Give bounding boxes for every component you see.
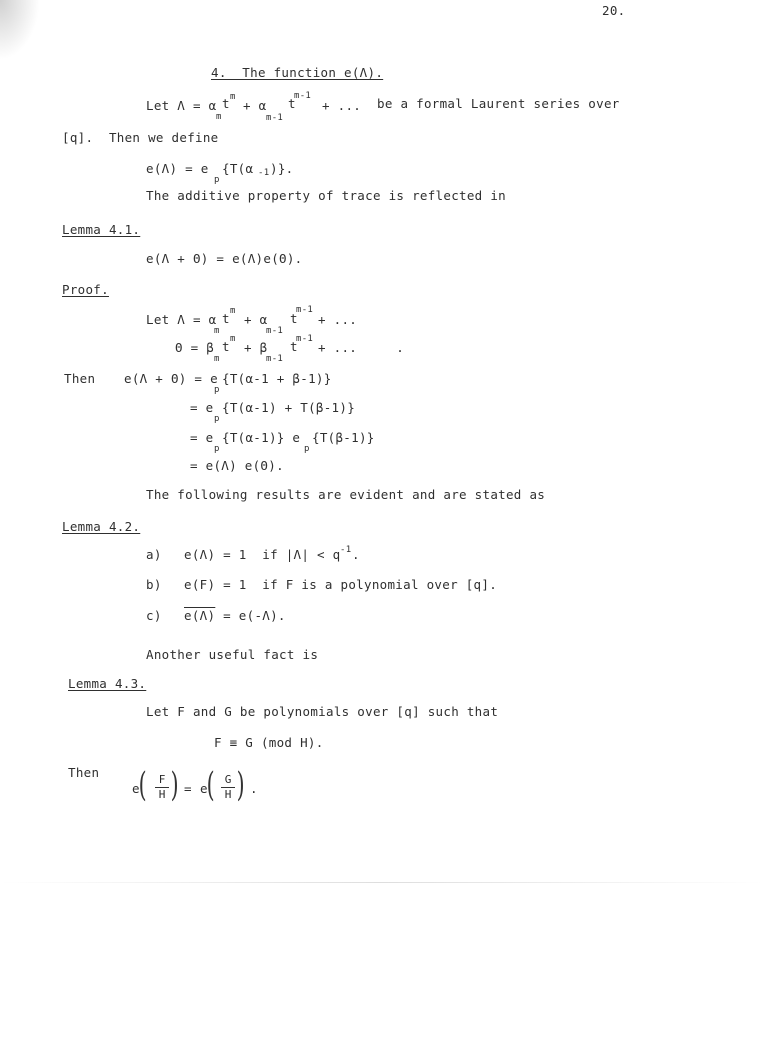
proof-step3-sub: p [214,444,220,454]
lemma-4-1-statement: e(Λ + Θ) = e(Λ)e(Θ). [146,251,303,266]
fraction-e2: e [200,781,208,796]
proof-step2-lead: = e [190,400,214,415]
lemma-4-2-c-label: c) [146,608,162,623]
paren-close-2: ) [236,765,245,805]
proof-let-sub-m: m [214,326,220,336]
fraction-num-2: G [224,773,232,786]
definition-sub: -1 [258,168,270,178]
paren-open-2: ( [206,765,215,805]
proof-let-t2: t [290,311,298,326]
proof-let-sup-m: m [230,306,236,316]
intro-sup-m1: m-1 [294,91,312,101]
proof-step4: = e(Λ) e(Θ). [190,458,284,473]
proof-theta-t2: t [290,339,298,354]
additive-text: The additive property of trace is reflected in [146,188,506,203]
proof-step3-mid: {T(α-1)} e [222,430,301,445]
intro-plus1: + α [243,98,267,113]
lemma-4-3-congruence: F ≡ G (mod H). [214,735,324,750]
proof-theta-t: t [222,339,230,354]
lemma-4-2-b-text: e(F) = 1 if F is a polynomial over [q]. [184,577,498,592]
section-heading: 4. The function e(Λ). [211,65,384,80]
intro-sup-m: m [230,92,236,102]
fraction-eq: = [184,781,192,796]
lemma-4-2-c-right: = e(-Λ). [215,608,286,623]
another-text: Another useful fact is [146,647,319,662]
proof-step1-lead: e(Λ + Θ) = e [124,371,218,386]
lemma-4-3-statement: Let F and G be polynomials over [q] such that [146,704,499,719]
intro-formula-lead: Let Λ = α [146,98,217,113]
lemma-4-2-c-text [184,609,286,623]
definition-sub-p: p [214,175,220,185]
scan-edge-line [0,882,764,883]
paren-close-1: ) [170,765,179,805]
proof-let-plus: + α [244,312,268,327]
proof-step1-tail: {T(α-1 + β-1)} [222,371,332,386]
proof-theta-sup-m1: m-1 [296,334,314,344]
lemma-4-3-then: Then [68,765,100,780]
lemma-4-2-a-label: a) [146,547,162,562]
proof-theta-plus: + β [244,340,268,355]
proof-let-lead: Let Λ = α [146,312,217,327]
intro-sub-m1: m-1 [266,113,284,123]
lemma-4-3-title: Lemma 4.3. [68,676,147,691]
proof-let-tail: + ... [318,312,358,327]
fraction-e1: e [132,781,140,796]
proof-step1-sub: p [214,385,220,395]
lemma-4-2-a-end: . [352,547,360,562]
intro-t1: t [222,96,230,111]
proof-let-t: t [222,311,230,326]
proof-theta-sub-m: m [214,354,220,364]
page-number: 20. [602,3,626,18]
lemma-4-2-a-sup: -1 [340,545,352,555]
lemma-4-2-a-text: e(Λ) = 1 if |Λ| < q [184,547,341,562]
proof-step2-sub: p [214,414,220,424]
proof-theta-sub-m1: m-1 [266,354,284,364]
scan-smudge [0,0,40,60]
paren-open-1: ( [138,765,147,805]
fraction-den-2: H [224,788,232,801]
definition-end: )}. [270,161,294,176]
proof-step2-tail: {T(α-1) + T(β-1)} [222,400,356,415]
proof-let-sup-m1: m-1 [296,305,314,315]
intro-sub-m: m [216,112,222,122]
intro-line2: [q]. Then we define [62,130,219,145]
proof-theta-tail: + ... . [318,340,405,355]
proof-let-sub-m1: m-1 [266,326,284,336]
lemma-4-2-title: Lemma 4.2. [62,519,141,534]
proof-then: Then [64,371,96,386]
definition-tail: {T(α [222,161,254,176]
fraction-end: . [250,781,258,796]
lemma-4-1-title: Lemma 4.1. [62,222,141,237]
intro-t2: t [288,96,296,111]
definition-lead: e(Λ) = e [146,161,209,176]
proof-step3-sub2: p [304,444,310,454]
proof-title: Proof. [62,282,109,297]
fraction-num-1: F [158,773,166,786]
following-text: The following results are evident and are stated as [146,487,546,502]
lemma-4-2-b-label: b) [146,577,162,592]
intro-plus2: + ... [322,98,362,113]
intro-tail: be a formal Laurent series over [377,96,620,111]
proof-step3-lead: = e [190,430,214,445]
proof-theta-sup-m: m [230,334,236,344]
fraction-den-1: H [158,788,166,801]
proof-theta-lead: Θ = β [175,340,215,355]
lemma-4-2-c-left: e(Λ) [184,608,216,623]
proof-step3-tail: {T(β-1)} [312,430,375,445]
